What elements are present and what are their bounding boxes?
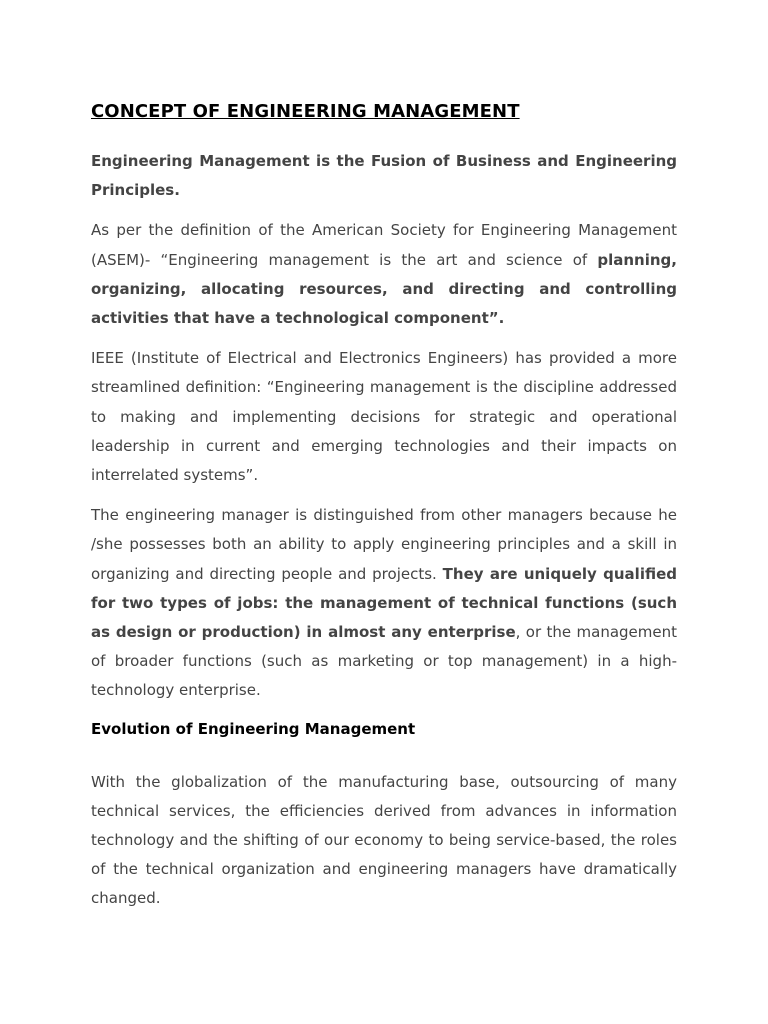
engineering-manager-bold: They are uniquely qualified for two types of jobs: the management of technical functions (such as design or production) in almost any enterprise [91, 564, 677, 642]
asem-definition-bold: planning, organizing, allocating resources, and directing and controlling activities that have a technological component”. [91, 250, 677, 328]
evolution-heading: Evolution of Engineering Management [91, 719, 416, 738]
engineering-manager-paragraph [91, 501, 677, 705]
engineering-manager-tail: , or the management of broader functions (such as marketing or top management) in a high-technology enterprise. [91, 623, 678, 700]
asem-definition-text: As per the definition of the American Society for Engineering Management (ASEM)- “Engineering management is the art and science of [91, 221, 677, 269]
lead-paragraph: Engineering Management is the Fusion of Business and Engineering Principles. [91, 152, 677, 200]
evolution-paragraph: With the globalization of the manufacturing base, outsourcing of many technical services, the efficiencies derived from advances in information technology and the shifting of our economy to being service-based, the roles of the technical organization and engineering managers have dramatically changed. [91, 772, 677, 908]
ieee-definition-paragraph: IEEE (Institute of Electrical and Electronics Engineers) has provided a more streamlined definition: “Engineering management is the discipline addressed to making and implementing decisions for strategic and operational leadership in current and emerging technologies and their impacts on interrelated systems”. [91, 349, 677, 485]
document-title: CONCEPT OF ENGINEERING MANAGEMENT [91, 101, 520, 122]
engineering-manager-text: The engineering manager is distinguished from other managers because he /she possesses both an ability to apply engineering principles and a skill in organizing and directing people and projects. [91, 506, 677, 583]
asem-definition-paragraph [91, 216, 677, 333]
document-body [91, 99, 677, 925]
